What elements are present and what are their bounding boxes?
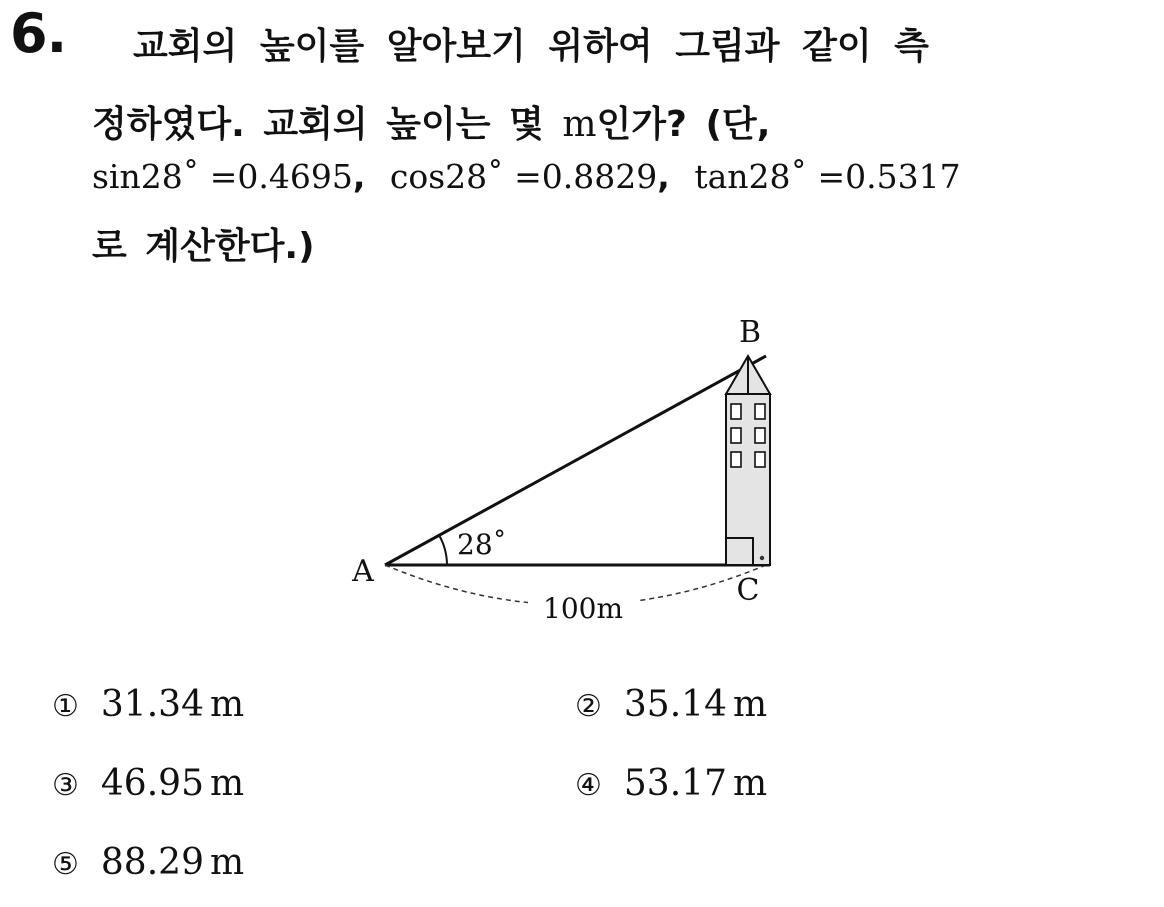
option-3-marker: ③ <box>52 768 79 803</box>
option-3-value: 46.95 <box>100 763 204 804</box>
label-b: B <box>738 315 762 350</box>
church-icon <box>726 356 770 565</box>
option-2[interactable] <box>575 684 767 725</box>
label-c: C <box>736 573 760 608</box>
church-triangle-figure <box>330 300 810 640</box>
option-4-unit: m <box>732 763 768 804</box>
option-4-value: 53.17 <box>623 763 727 804</box>
question-text-line-2-part-b: 인가? (단, <box>596 104 771 145</box>
option-1-unit: m <box>209 684 245 725</box>
angle-label: 28˚ <box>457 528 507 561</box>
option-5[interactable] <box>52 842 244 883</box>
option-2-value: 35.14 <box>623 684 727 725</box>
option-2-unit: m <box>732 684 768 725</box>
option-3-unit: m <box>209 763 245 804</box>
question-text-line-2-part-a: 정하였다. 교회의 높이는 몇 <box>92 104 544 145</box>
option-4[interactable] <box>575 763 767 804</box>
option-1-marker: ① <box>52 689 79 724</box>
option-1-value: 31.34 <box>100 684 204 725</box>
angle-arc <box>439 535 447 565</box>
option-3[interactable] <box>52 763 244 804</box>
question-text-line-4: 로 계산한다.) <box>92 226 315 267</box>
option-2-marker: ② <box>575 689 602 724</box>
foot-dot <box>760 556 764 560</box>
question-number: 6. <box>10 2 67 65</box>
question-text-line-1: 교회의 높이를 알아보기 위하여 그림과 같이 측 <box>133 26 929 67</box>
option-5-marker: ⑤ <box>52 847 79 882</box>
trig-separator: , <box>352 157 366 196</box>
trig-values <box>92 157 961 196</box>
label-a: A <box>352 554 374 589</box>
distance-label: 100m <box>543 592 623 625</box>
trig-cos: cos28˚ =0.8829 <box>389 157 658 196</box>
hypotenuse-ab <box>385 356 766 565</box>
trig-sin: sin28˚ =0.4695 <box>92 157 353 196</box>
option-5-value: 88.29 <box>100 842 204 883</box>
trig-separator: , <box>657 157 670 196</box>
question-text-line-2 <box>92 96 770 147</box>
trig-tan: tan28˚ =0.5317 <box>694 157 961 196</box>
question-unit: m <box>562 104 597 145</box>
option-4-marker: ④ <box>575 768 602 803</box>
option-1[interactable] <box>52 684 244 725</box>
option-5-unit: m <box>209 842 245 883</box>
